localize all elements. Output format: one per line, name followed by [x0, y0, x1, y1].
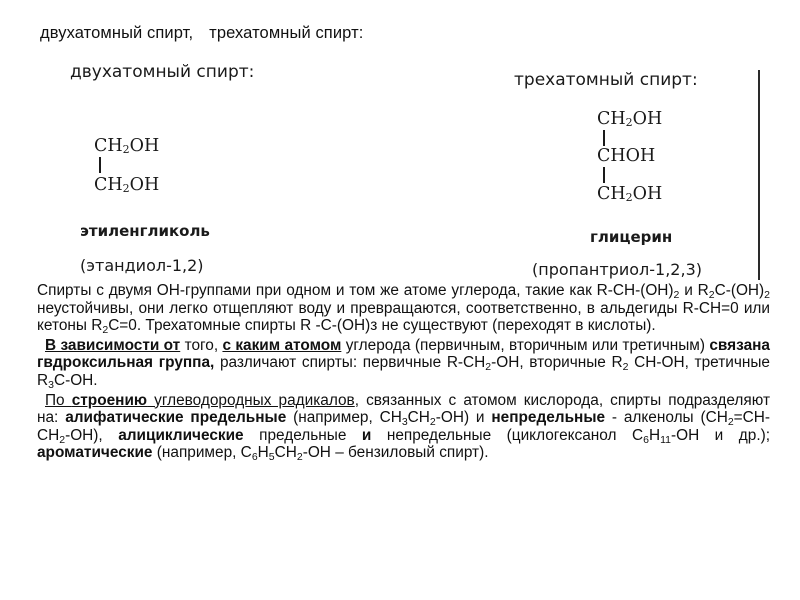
- glycerol-row-3: $CH_2OH$: [597, 184, 663, 204]
- glycerol-bond-2: [603, 167, 605, 183]
- ethylene-glycol-row-2: $CH_2OH$: [94, 175, 160, 195]
- ethylene-glycol-bond: [99, 157, 101, 173]
- page-title: [40, 24, 363, 43]
- ethylene-glycol-name: этиленгликоль: [80, 222, 210, 240]
- ethylene-glycol-systematic-name: (этандиол-1,2): [80, 256, 204, 275]
- formula-figure: [52, 50, 762, 282]
- glycerol-bond-1: [603, 130, 605, 146]
- paragraph-unstable-diols: Спирты с двумя ОН-группами при одном и том же атоме углерода, такие как $R-CH-(OH)_2$ и $R_2C-(OH)_2$ неустойчивы, они легко отщепляют воду и превращаются, соответственно, в альдегиды R-CH=0 или кетоны $R_2C=0$. Трехатомные спирты R -C-(OH)з не существуют (переходят в кислоты).: [37, 282, 770, 337]
- glycerol-systematic-name: (пропантриол-1,2,3): [532, 260, 702, 279]
- paragraph-carbon-classification: В зависимости от того, с каким атомом углерода (первичным, вторичным или третичным) связана гвдроксильная группа, различают спирты: первичные $R-CH_2-OH$, вторичные $R_2$ CH-OH, третичные $R_3C-OH$.: [37, 336, 770, 391]
- glycerol-row-1: $CH_2OH$: [597, 109, 663, 129]
- figure-heading-triatomic: трехатомный спирт:: [514, 70, 698, 90]
- ethylene-glycol-row-1: $CH_2OH$: [94, 136, 160, 156]
- title-triatomic: трехатомный спирт:: [209, 24, 364, 42]
- figure-heading-diatomic: двухатомный спирт:: [70, 62, 255, 82]
- glycerol-row-2: CHOH: [597, 146, 656, 166]
- body-text: [37, 282, 770, 462]
- figure-edge-line: [758, 70, 760, 280]
- title-diatomic: двухатомный спирт,: [40, 24, 194, 42]
- glycerol-name: глицерин: [590, 228, 673, 246]
- paragraph-radical-structure: По строению углеводородных радикалов, связанных с атомом кислорода, спирты подразделяют на: алифатические предельные (например, $CH_3CH_2-OH$) и непредельные - алкенолы $(CH_2=CH-CH_2-OH)$, алициклические предельные и непредельные (циклогексанол $C_6H_{11}-OH$ и др.); ароматические (например, $C_6H_5CH_2-OH$ – бензиловый спирт).: [37, 391, 770, 464]
